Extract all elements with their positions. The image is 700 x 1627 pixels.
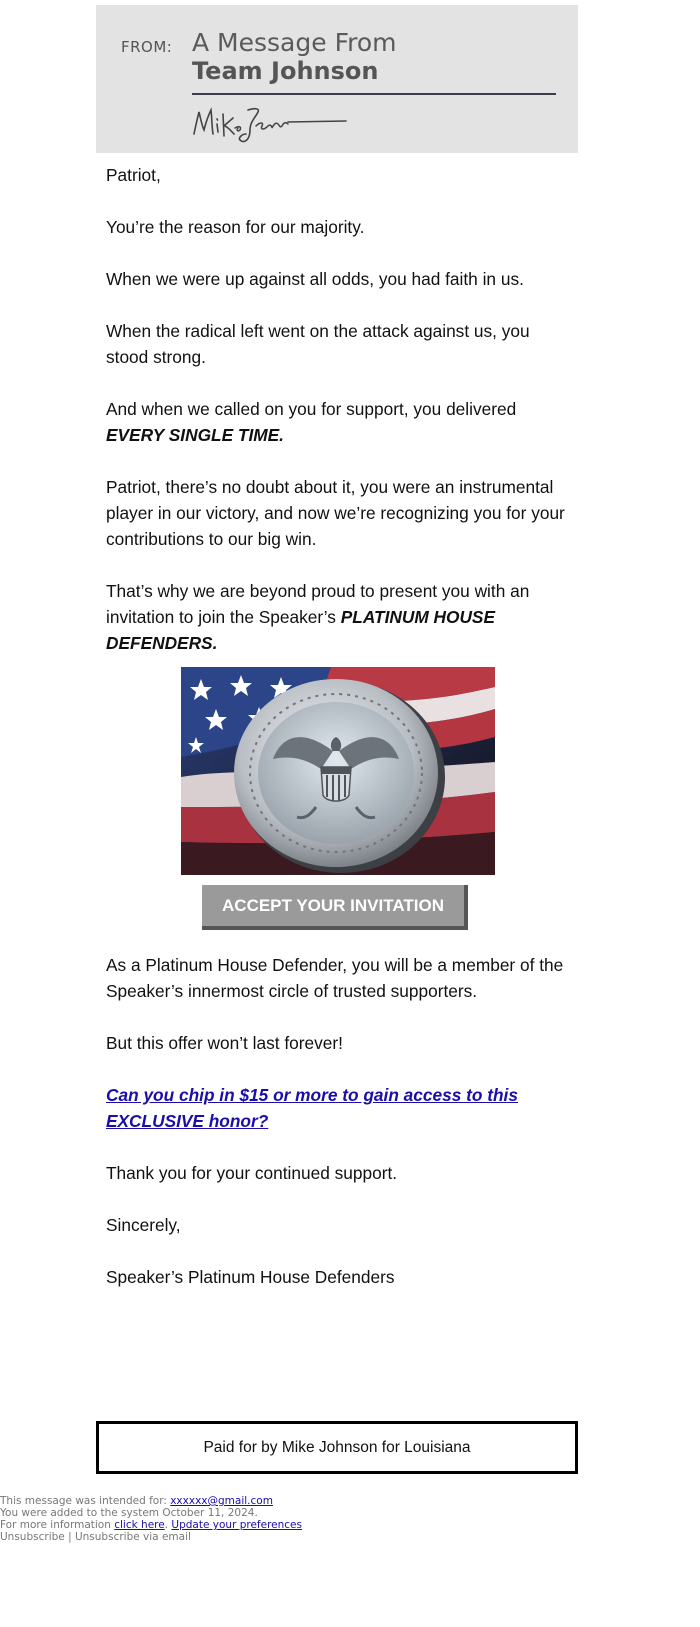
paragraph-delivered: [106, 396, 576, 448]
paragraph-invitation: [106, 578, 576, 656]
closing: Sincerely,: [106, 1215, 181, 1235]
click-here-link[interactable]: click here: [114, 1519, 165, 1531]
unsubscribe-email-link[interactable]: Unsubscribe via email: [74, 1531, 191, 1543]
paragraph-instrumental: Patriot, there’s no doubt about it, you were an instrumental player in our victory, and now we’re recognizing you for your contributions to our big win.: [106, 477, 565, 549]
recipient-email-link[interactable]: xxxxxx@gmail.com: [170, 1495, 273, 1507]
email-header-banner: [96, 5, 578, 153]
paragraph-offer: But this offer won’t last forever!: [106, 1033, 343, 1053]
paragraph-thanks: Thank you for your continued support.: [106, 1163, 398, 1183]
platinum-coin-image[interactable]: [181, 667, 495, 875]
salutation: Patriot,: [106, 165, 161, 185]
paragraph-delivered-text: And when we called on you for support, you delivered: [106, 399, 517, 419]
added-date-line: You were added to the system October 11, 2024.: [0, 1507, 258, 1519]
paragraph-stood-strong: When the radical left went on the attack against us, you stood strong.: [106, 321, 530, 367]
more-info-label: For more information: [0, 1519, 111, 1531]
header-title-line2: Team Johnson: [192, 57, 379, 85]
donation-link-paragraph: [106, 1082, 576, 1134]
paragraph-invitation-text: That’s why we are beyond proud to present you with an invitation to join the Speaker’s: [106, 581, 530, 627]
header-divider: [192, 93, 556, 95]
paragraph-member: As a Platinum House Defender, you will be a member of the Speaker’s innermost circle of trusted supporters.: [106, 955, 564, 1001]
emphasis-every-single-time: EVERY SINGLE TIME.: [106, 425, 284, 445]
unsubscribe-link[interactable]: Unsubscribe: [0, 1531, 65, 1543]
intended-for-label: This message was intended for:: [0, 1495, 167, 1507]
donate-link[interactable]: Can you chip in $15 or more to gain access to this EXCLUSIVE honor?: [106, 1085, 518, 1131]
paid-for-text: Paid for by Mike Johnson for Louisiana: [203, 1438, 471, 1456]
coin-flag-illustration: [181, 667, 495, 875]
header-title-line1: A Message From: [192, 28, 397, 57]
paid-for-disclaimer: [96, 1421, 578, 1474]
paragraph-majority: You’re the reason for our majority.: [106, 217, 365, 237]
intended-for-line: [0, 1495, 273, 1507]
unsubscribe-line: [0, 1531, 191, 1543]
more-info-separator: .: [164, 1519, 169, 1531]
signoff: Speaker’s Platinum House Defenders: [106, 1267, 395, 1287]
emphasis-platinum-house-defenders: PLATINUM HOUSE DEFENDERS.: [106, 607, 495, 653]
accept-invitation-button[interactable]: ACCEPT YOUR INVITATION: [202, 885, 468, 930]
signature-image: [190, 100, 355, 146]
update-preferences-link[interactable]: Update your preferences: [171, 1519, 302, 1531]
more-info-line: [0, 1519, 302, 1531]
paragraph-faith: When we were up against all odds, you had faith in us.: [106, 269, 524, 289]
from-label: FROM:: [121, 38, 173, 56]
unsubscribe-separator: |: [68, 1531, 72, 1543]
